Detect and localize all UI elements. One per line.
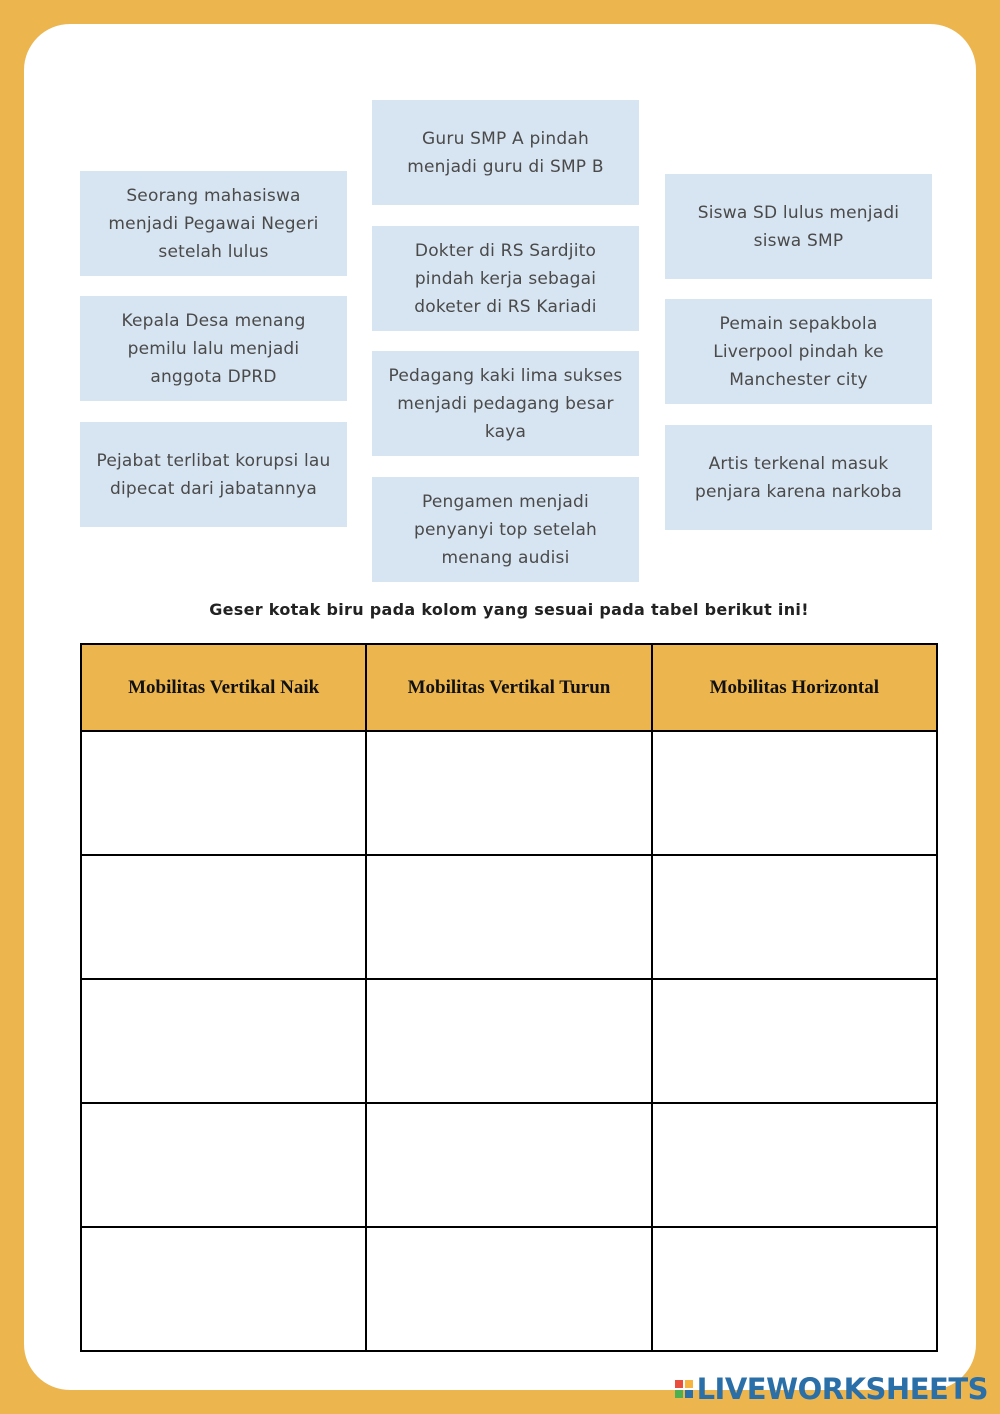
brand-name: LIVEWORKSHEETS xyxy=(696,1372,988,1406)
card-text: Kepala Desa menang pemilu lalu menjadi anggota DPRD xyxy=(121,310,306,387)
drag-card[interactable] xyxy=(372,226,639,331)
card-text: Pengamen menjadi penyanyi top setelah menang audisi xyxy=(413,491,598,568)
drag-card[interactable] xyxy=(665,425,932,530)
card-text: Pejabat terlibat korupsi lau dipecat dari jabatannya xyxy=(96,450,331,499)
instruction-text: Geser kotak biru pada kolom yang sesuai pada tabel berikut ini! xyxy=(209,600,809,619)
drag-card[interactable] xyxy=(372,351,639,456)
drop-zone[interactable] xyxy=(652,979,937,1103)
table-header-row xyxy=(81,644,937,731)
table-row xyxy=(81,855,937,979)
drag-card[interactable] xyxy=(80,171,347,276)
drag-card[interactable] xyxy=(665,299,932,404)
card-text: Pedagang kaki lima sukses menjadi pedagang besar kaya xyxy=(388,365,623,442)
drag-card[interactable] xyxy=(80,422,347,527)
drag-card[interactable] xyxy=(372,100,639,205)
drag-card[interactable] xyxy=(80,296,347,401)
drop-zone[interactable] xyxy=(366,1103,651,1227)
card-text: Seorang mahasiswa menjadi Pegawai Negeri setelah lulus xyxy=(108,185,319,262)
table-row xyxy=(81,1227,937,1351)
drop-zone[interactable] xyxy=(652,855,937,979)
table-row xyxy=(81,1103,937,1227)
drop-zone[interactable] xyxy=(81,855,366,979)
drop-zone[interactable] xyxy=(366,855,651,979)
card-text: Siswa SD lulus menjadi siswa SMP xyxy=(697,202,900,251)
column-header: Mobilitas Vertikal Naik xyxy=(81,644,366,731)
table-row xyxy=(81,731,937,855)
column-header: Mobilitas Horizontal xyxy=(652,644,937,731)
table-row xyxy=(81,979,937,1103)
sorting-table xyxy=(80,643,938,1352)
column-header: Mobilitas Vertikal Turun xyxy=(366,644,651,731)
drop-zone[interactable] xyxy=(652,1227,937,1351)
drop-zone[interactable] xyxy=(81,1103,366,1227)
drop-zone[interactable] xyxy=(652,731,937,855)
brand-watermark xyxy=(675,1372,988,1406)
card-text: Artis terkenal masuk penjara karena narkoba xyxy=(694,453,903,502)
drop-zone[interactable] xyxy=(652,1103,937,1227)
card-text: Pemain sepakbola Liverpool pindah ke Manchester city xyxy=(713,313,884,390)
drop-zone[interactable] xyxy=(366,979,651,1103)
drop-zone[interactable] xyxy=(366,731,651,855)
drop-zone[interactable] xyxy=(366,1227,651,1351)
drag-card[interactable] xyxy=(372,477,639,582)
card-text: Guru SMP A pindah menjadi guru di SMP B xyxy=(407,128,604,177)
card-text: Dokter di RS Sardjito pindah kerja sebagai doketer di RS Kariadi xyxy=(414,240,597,317)
drag-card[interactable] xyxy=(665,174,932,279)
drop-zone[interactable] xyxy=(81,1227,366,1351)
liveworksheets-logo-icon xyxy=(675,1380,693,1398)
drop-zone[interactable] xyxy=(81,979,366,1103)
drop-zone[interactable] xyxy=(81,731,366,855)
